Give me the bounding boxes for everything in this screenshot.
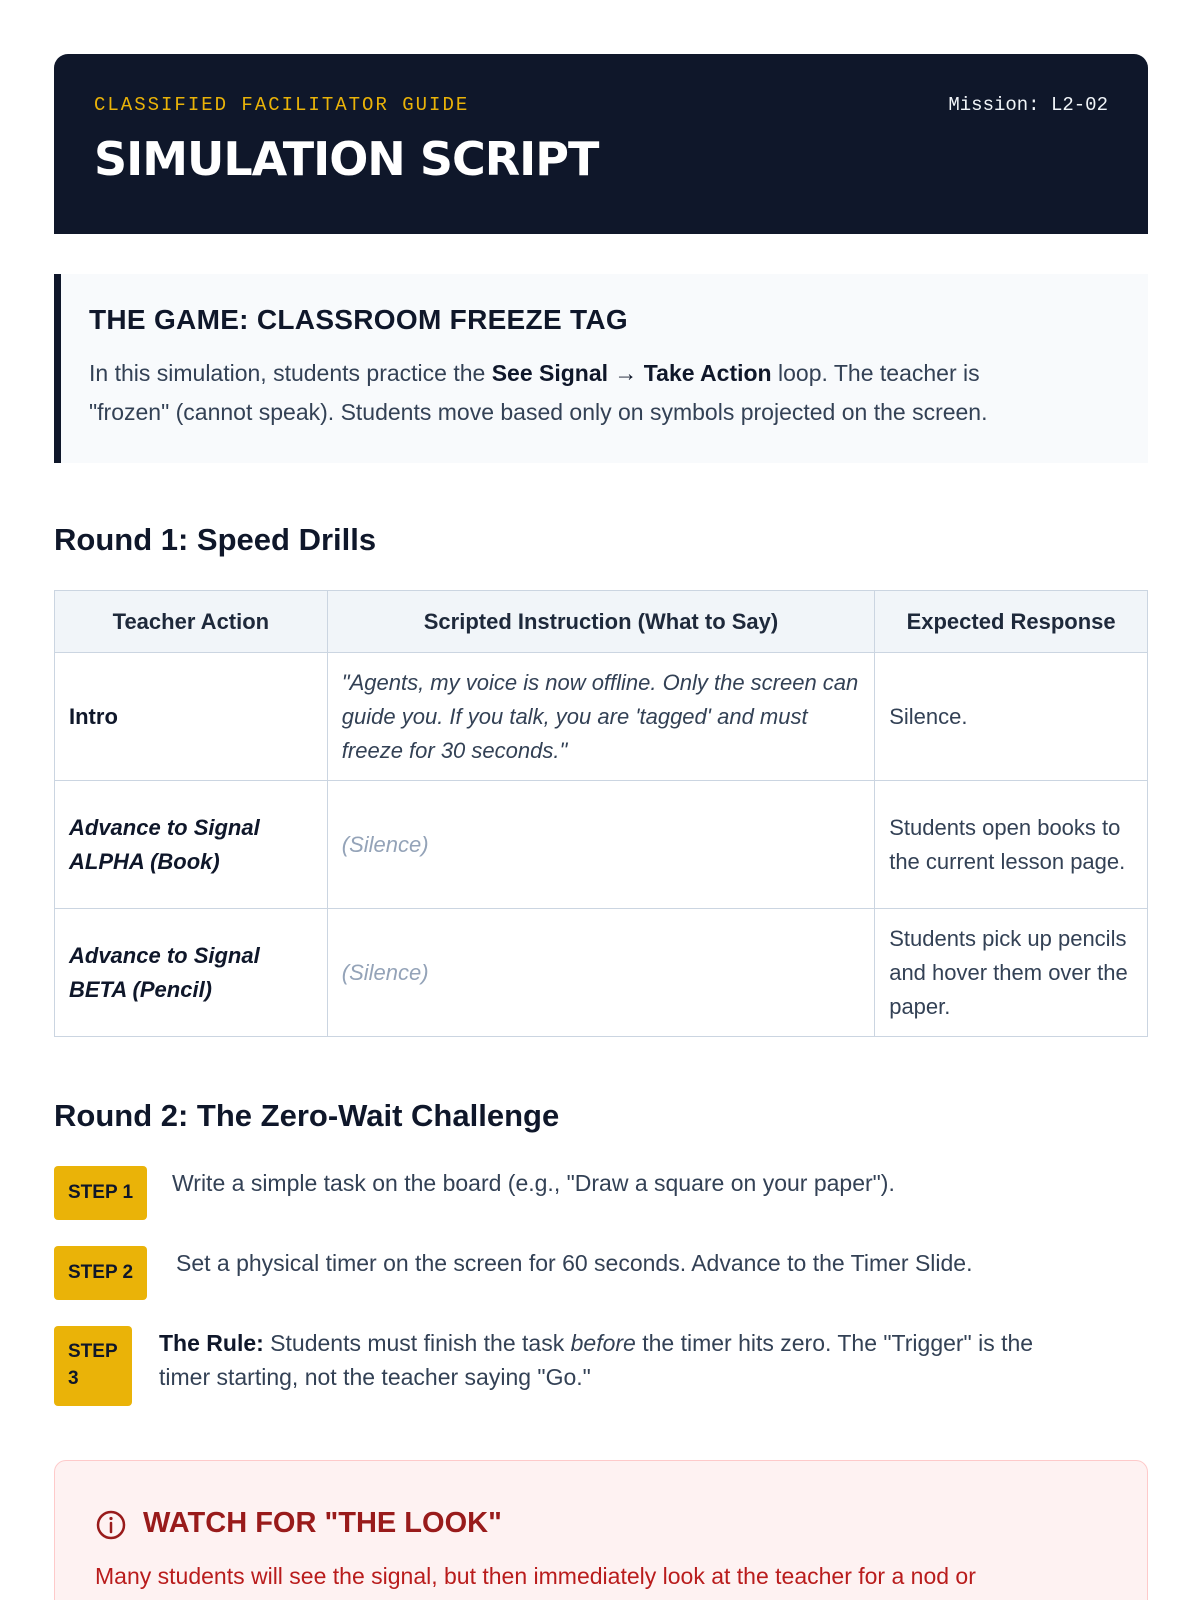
watch-for-alert (54, 1460, 1148, 1600)
instruction-cell: "Agents, my voice is now offline. Only the screen can guide you. If you talk, you are 'tagged' and must freeze for 30 seconds." (327, 653, 874, 781)
intro-text (89, 354, 1118, 432)
response-cell: Silence. (875, 653, 1148, 781)
info-icon (95, 1509, 127, 1541)
step-text: Write a simple task on the board (e.g., "Draw a square on your paper"). (172, 1170, 895, 1196)
step-badge (54, 1326, 132, 1406)
table-header-row (55, 591, 1148, 653)
rule-text-line2: timer starting, not the teacher saying "Go." (159, 1364, 591, 1390)
intro-text-bold: See Signal → Take Action (491, 360, 772, 386)
column-header: Expected Response (875, 591, 1148, 653)
page-title: SIMULATION SCRIPT (94, 132, 599, 186)
speed-drills-table (54, 590, 1148, 1037)
intro-heading: THE GAME: CLASSROOM FREEZE TAG (89, 304, 628, 335)
step-badge-line: STEP (68, 1341, 118, 1362)
alert-heading: WATCH FOR "THE LOOK" (143, 1507, 502, 1539)
table-row (55, 653, 1148, 781)
step-badge: STEP 1 (54, 1166, 147, 1220)
rule-text-pre: Students must finish the task (263, 1330, 571, 1356)
teacher-action-cell: Advance to Signal BETA (Pencil) (55, 909, 328, 1037)
rule-text-post: the timer hits zero. The "Trigger" is the (635, 1330, 1034, 1356)
step-badge-line: 3 (68, 1368, 79, 1389)
teacher-action-cell: Intro (55, 653, 328, 781)
page-header (54, 54, 1148, 234)
step-item (54, 1166, 1148, 1220)
intro-text-pre: In this simulation, students practice the (89, 360, 492, 386)
step-item (54, 1246, 1148, 1300)
rule-label: The Rule: (159, 1330, 264, 1356)
column-header: Scripted Instruction (What to Say) (327, 591, 874, 653)
round2-title: Round 2: The Zero-Wait Challenge (54, 1098, 560, 1133)
step-text (159, 1326, 1139, 1394)
table-row (55, 909, 1148, 1037)
response-cell: Students open books to the current lesson page. (875, 781, 1148, 909)
round1-title: Round 1: Speed Drills (54, 522, 377, 557)
intro-text-line2: "frozen" (cannot speak). Students move based only on symbols projected on the screen. (89, 399, 988, 425)
step-item (54, 1326, 1148, 1406)
response-cell: Students pick up pencils and hover them over the paper. (875, 909, 1148, 1037)
game-intro-callout (54, 274, 1148, 463)
mission-id: Mission: L2-02 (948, 94, 1108, 116)
table-row (55, 781, 1148, 909)
rule-emphasis: before (570, 1330, 636, 1356)
header-kicker: CLASSIFIED FACILITATOR GUIDE (94, 94, 470, 116)
instruction-cell: (Silence) (327, 909, 874, 1037)
instruction-cell: (Silence) (327, 781, 874, 909)
intro-text-mid: loop. The teacher is (771, 360, 980, 386)
step-badge: STEP 2 (54, 1246, 147, 1300)
teacher-action-cell: Advance to Signal ALPHA (Book) (55, 781, 328, 909)
alert-text: Many students will see the signal, but then immediately look at the teacher for a nod or (95, 1563, 976, 1589)
column-header: Teacher Action (55, 591, 328, 653)
step-text: Set a physical timer on the screen for 60 seconds. Advance to the Timer Slide. (176, 1250, 973, 1276)
